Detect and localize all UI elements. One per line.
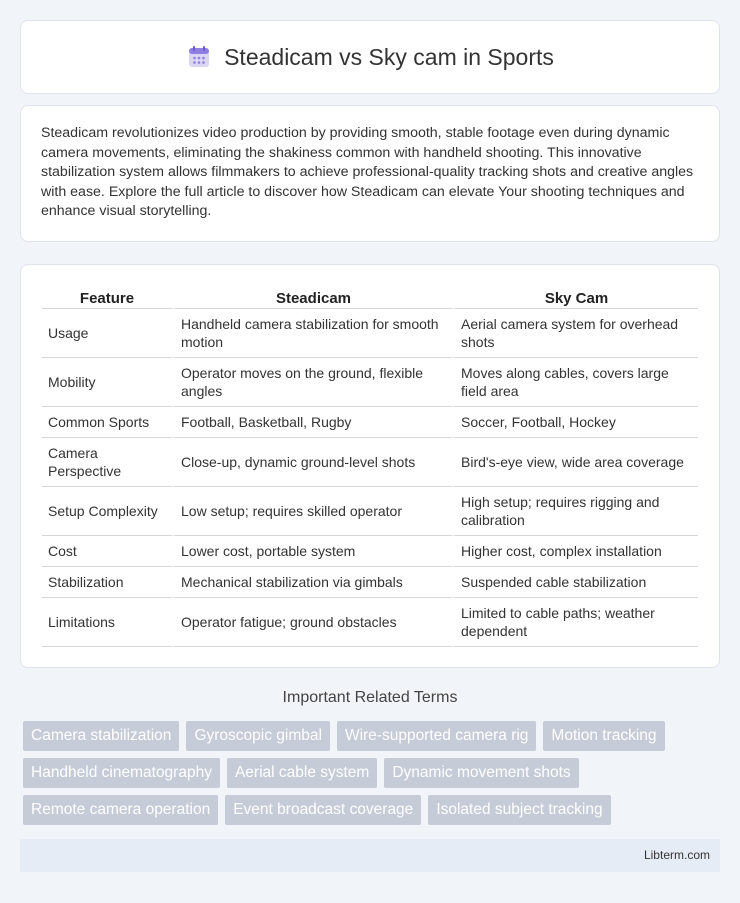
tag-row bbox=[23, 758, 723, 788]
cell-feature: Stabilization bbox=[42, 567, 172, 598]
tag-remote-camera-operation[interactable]: Remote camera operation bbox=[23, 795, 218, 825]
tag-handheld-cinematography[interactable]: Handheld cinematography bbox=[23, 758, 220, 788]
cell-feature: Cost bbox=[42, 536, 172, 567]
tag-gyroscopic-gimbal[interactable]: Gyroscopic gimbal bbox=[186, 721, 330, 751]
intro-card bbox=[20, 105, 720, 242]
cell-sky-cam: Limited to cable paths; weather dependent bbox=[452, 598, 698, 647]
tag-motion-tracking[interactable]: Motion tracking bbox=[543, 721, 664, 751]
cell-feature: Common Sports bbox=[42, 407, 172, 438]
cell-sky-cam: Suspended cable stabilization bbox=[452, 567, 698, 598]
cell-steadicam: Mechanical stabilization via gimbals bbox=[172, 567, 452, 598]
cell-steadicam: Low setup; requires skilled operator bbox=[172, 487, 452, 536]
table-row bbox=[42, 598, 698, 647]
table-row bbox=[42, 358, 698, 407]
cell-feature: Limitations bbox=[42, 598, 172, 647]
footer bbox=[20, 839, 720, 872]
tag-wire-supported-camera-rig[interactable]: Wire-supported camera rig bbox=[337, 721, 536, 751]
page-title: Steadicam vs Sky cam in Sports bbox=[224, 43, 554, 70]
tag-event-broadcast-coverage[interactable]: Event broadcast coverage bbox=[225, 795, 421, 825]
cell-feature: Camera Perspective bbox=[42, 438, 172, 487]
tag-camera-stabilization[interactable]: Camera stabilization bbox=[23, 721, 179, 751]
cell-feature: Mobility bbox=[42, 358, 172, 407]
table-row bbox=[42, 536, 698, 567]
tag-row bbox=[23, 795, 723, 825]
table-header-row bbox=[42, 287, 698, 309]
cell-steadicam: Football, Basketball, Rugby bbox=[172, 407, 452, 438]
cell-steadicam: Close-up, dynamic ground-level shots bbox=[172, 438, 452, 487]
cell-steadicam: Operator fatigue; ground obstacles bbox=[172, 598, 452, 647]
title-card bbox=[20, 20, 720, 94]
header-sky-cam: Sky Cam bbox=[452, 287, 698, 309]
table-row bbox=[42, 567, 698, 598]
tag-isolated-subject-tracking[interactable]: Isolated subject tracking bbox=[428, 795, 610, 825]
header-steadicam: Steadicam bbox=[172, 287, 452, 309]
table-row bbox=[42, 309, 698, 358]
cell-feature: Usage bbox=[42, 309, 172, 358]
cell-steadicam: Lower cost, portable system bbox=[172, 536, 452, 567]
cell-sky-cam: Soccer, Football, Hockey bbox=[452, 407, 698, 438]
comparison-table bbox=[42, 287, 698, 647]
header-feature: Feature bbox=[42, 287, 172, 309]
tag-row bbox=[23, 721, 723, 751]
table-row bbox=[42, 407, 698, 438]
related-terms-tags bbox=[23, 721, 723, 832]
intro-text: Steadicam revolutionizes video production by providing smooth, stable footage even during dynamic camera movements, eliminating the shakiness common with handheld shooting. This innovative stabilization system allows filmmakers to achieve professional-quality tracking shots and creative angles with ease. Explore the full article to discover how Steadicam can elevate Your shooting techniques and enhance visual storytelling. bbox=[41, 125, 694, 220]
cell-steadicam: Handheld camera stabilization for smooth motion bbox=[172, 309, 452, 358]
table-row bbox=[42, 438, 698, 487]
tag-dynamic-movement-shots[interactable]: Dynamic movement shots bbox=[384, 758, 578, 788]
cell-sky-cam: Bird's-eye view, wide area coverage bbox=[452, 438, 698, 487]
cell-steadicam: Operator moves on the ground, flexible angles bbox=[172, 358, 452, 407]
tag-aerial-cable-system[interactable]: Aerial cable system bbox=[227, 758, 377, 788]
footer-site-link[interactable]: Libterm.com bbox=[643, 848, 710, 862]
table-row bbox=[42, 487, 698, 536]
cell-sky-cam: Aerial camera system for overhead shots bbox=[452, 309, 698, 358]
calendar-icon bbox=[186, 44, 212, 70]
cell-sky-cam: High setup; requires rigging and calibration bbox=[452, 487, 698, 536]
cell-sky-cam: Moves along cables, covers large field area bbox=[452, 358, 698, 407]
comparison-card bbox=[20, 264, 720, 668]
related-terms-title: Important Related Terms bbox=[282, 689, 458, 706]
cell-sky-cam: Higher cost, complex installation bbox=[452, 536, 698, 567]
cell-feature: Setup Complexity bbox=[42, 487, 172, 536]
